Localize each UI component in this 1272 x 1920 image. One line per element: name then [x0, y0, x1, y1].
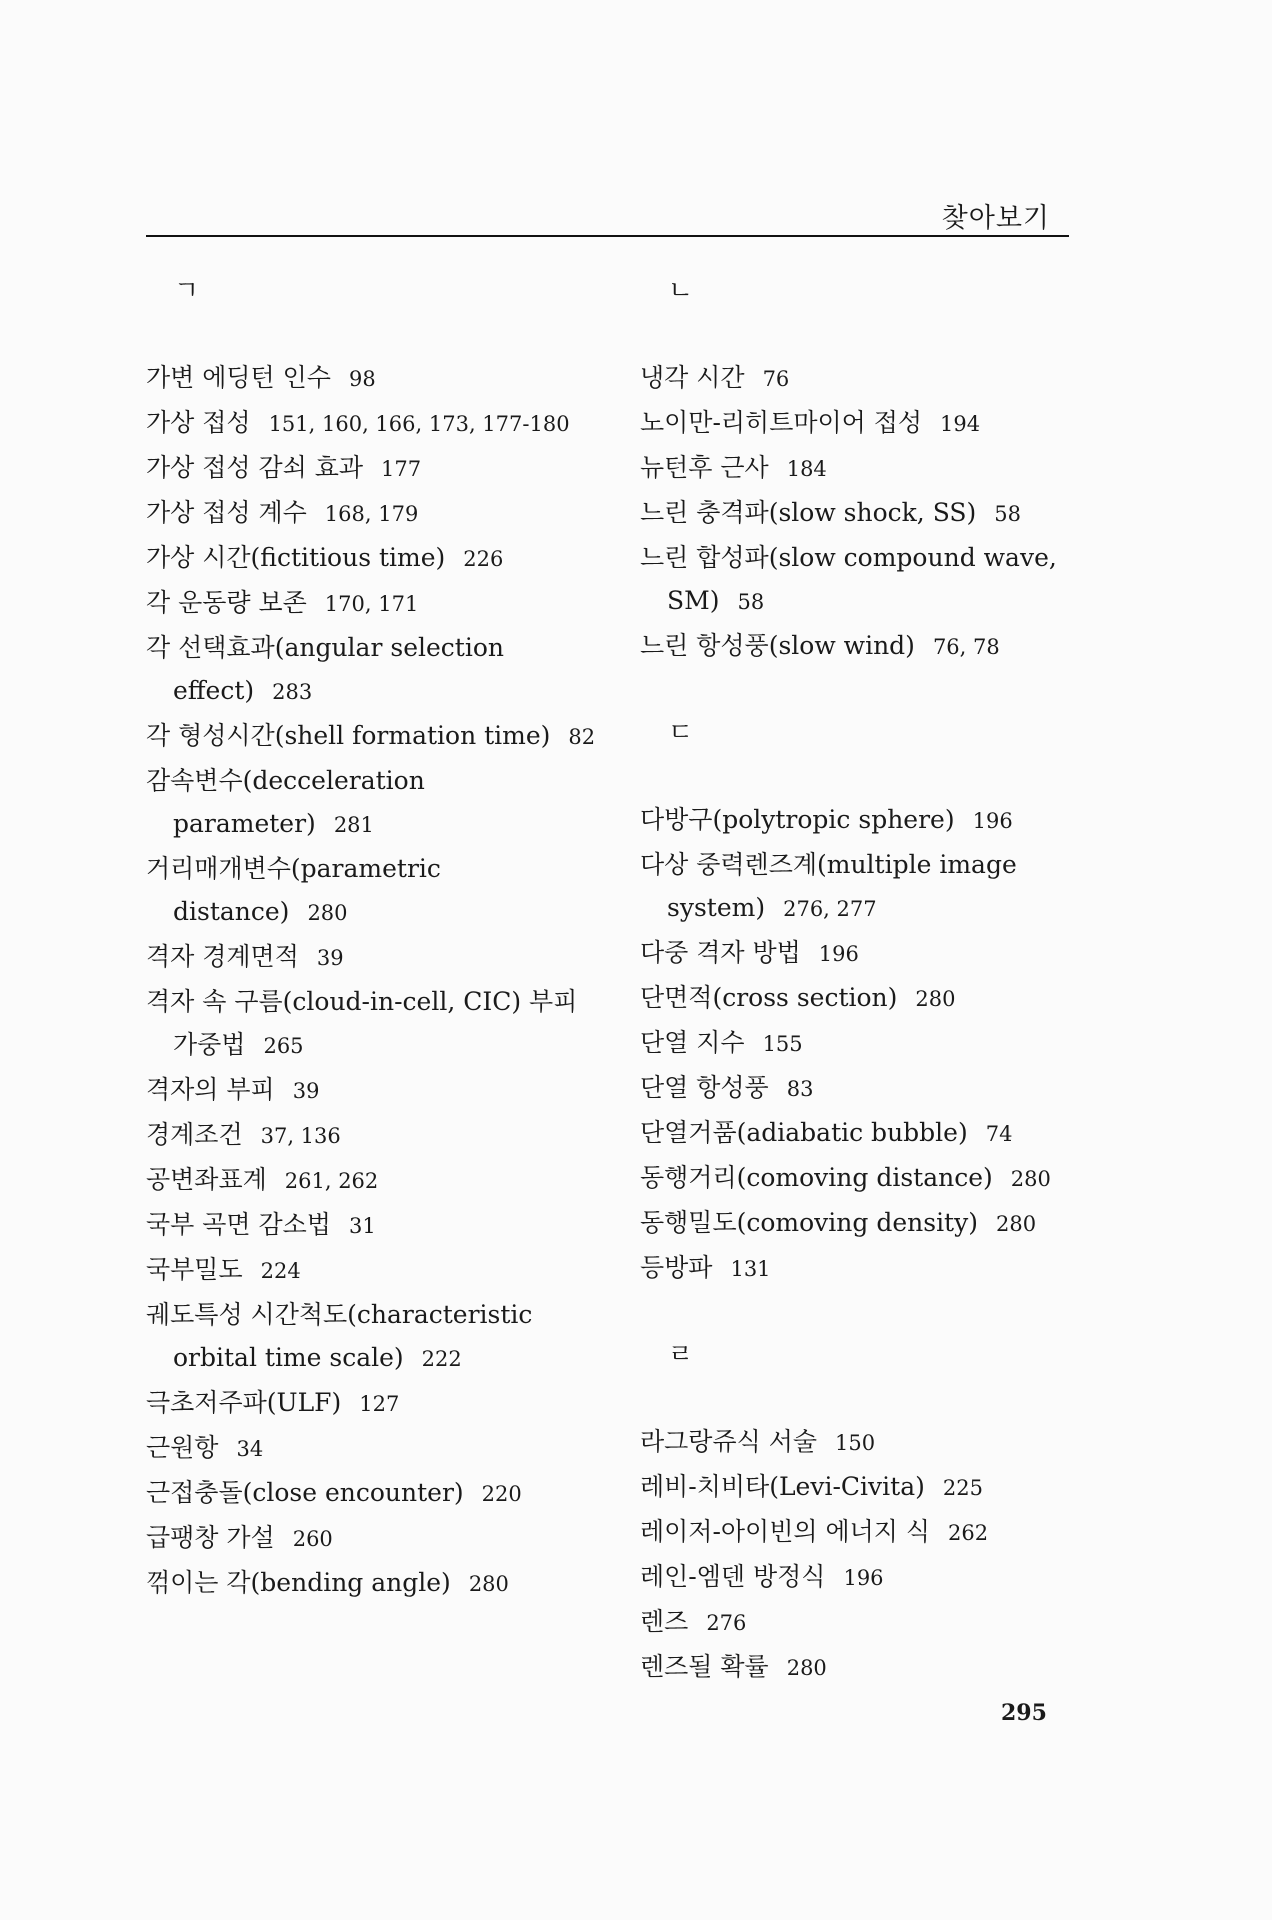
index-pages: 74	[985, 1122, 1013, 1146]
index-pages: 155	[762, 1032, 803, 1056]
index-term: 공변좌표계	[146, 1165, 267, 1194]
index-entry	[146, 356, 606, 401]
index-term: 격자 경계면적	[146, 942, 299, 971]
index-term: 다중 격자 방법	[640, 938, 801, 967]
index-entry	[146, 1561, 606, 1606]
index-term: 냉각 시간	[640, 363, 745, 392]
index-entry	[640, 798, 1100, 843]
index-term: 가상 접성 계수	[146, 498, 307, 527]
index-pages: 260	[292, 1527, 333, 1551]
index-entry	[146, 581, 606, 626]
index-pages: 224	[260, 1259, 301, 1283]
index-pages: 150	[835, 1431, 876, 1455]
index-entry	[146, 1068, 606, 1113]
index-entry	[640, 624, 1100, 669]
index-term: 라그랑쥬식 서술	[640, 1427, 817, 1456]
index-entry	[146, 1293, 606, 1381]
index-term: 레이저-아이빈의 에너지 식	[640, 1517, 930, 1546]
index-pages: 31	[348, 1214, 376, 1238]
index-entry	[640, 1465, 1100, 1510]
index-pages: 283	[272, 680, 313, 704]
section-letter: ㄷ	[668, 718, 694, 748]
index-entry	[146, 536, 606, 581]
index-pages: 76	[762, 367, 790, 391]
index-entry	[640, 1600, 1100, 1645]
index-term: 렌즈	[640, 1607, 689, 1636]
index-term: 국부밀도	[146, 1255, 243, 1284]
index-pages: 280	[468, 1572, 509, 1596]
index-entry	[146, 759, 606, 847]
index-pages: 220	[481, 1482, 522, 1506]
index-entry	[146, 446, 606, 491]
index-pages: 280	[995, 1212, 1037, 1236]
index-pages: 276, 277	[783, 897, 877, 921]
index-pages: 226	[463, 547, 504, 571]
index-pages: 280	[786, 1656, 827, 1680]
index-entry	[146, 1248, 606, 1293]
running-header: 찾아보기	[941, 203, 1050, 234]
index-term: 가상 시간(fictitious time)	[146, 543, 446, 572]
index-term: 단열 지수	[640, 1028, 745, 1057]
index-term: 격자 속 구름(cloud-in-cell, CIC) 부피 가중법	[146, 987, 578, 1059]
section-spacer	[640, 1291, 1100, 1334]
index-pages: 151, 160, 166, 173, 177-180	[268, 412, 570, 436]
index-entry	[640, 491, 1100, 536]
index-pages: 280	[915, 987, 956, 1011]
index-term: 레비-치비타(Levi-Civita)	[640, 1472, 925, 1501]
index-term: 단열거품(adiabatic bubble)	[640, 1118, 968, 1147]
index-term: 각 운동량 보존	[146, 588, 307, 617]
index-entry	[146, 1203, 606, 1248]
index-section	[146, 270, 606, 1606]
index-entry	[640, 1111, 1100, 1156]
index-pages: 83	[786, 1077, 814, 1101]
index-term: 각 선택효과(angular selection effect)	[146, 633, 504, 705]
section-spacer	[640, 669, 1100, 712]
index-entry	[146, 1113, 606, 1158]
page-number: 295	[1001, 1700, 1047, 1726]
index-term: 극초저주파(ULF)	[146, 1388, 342, 1417]
index-entry	[640, 843, 1100, 931]
index-entry	[640, 1246, 1100, 1291]
index-entry	[640, 1066, 1100, 1111]
index-term: 가상 접성 감쇠 효과	[146, 453, 364, 482]
index-term: 감속변수(decceleration parameter)	[146, 766, 425, 838]
index-entry	[640, 1201, 1100, 1246]
index-term: 느린 충격파(slow shock, SS)	[640, 498, 977, 527]
index-term: 가상 접성	[146, 408, 251, 437]
index-term: 격자의 부피	[146, 1075, 275, 1104]
index-term: 꺾이는 각(bending angle)	[146, 1568, 451, 1597]
index-term: 근접충돌(close encounter)	[146, 1478, 464, 1507]
index-pages: 39	[292, 1079, 320, 1103]
index-term: 가변 에딩턴 인수	[146, 363, 331, 392]
index-term: 각 형성시간(shell formation time)	[146, 721, 551, 750]
index-entry	[146, 935, 606, 980]
index-pages: 82	[568, 725, 596, 749]
index-pages: 196	[843, 1566, 884, 1590]
index-entry	[640, 356, 1100, 401]
index-entry	[640, 1645, 1100, 1690]
index-pages: 261, 262	[284, 1169, 379, 1193]
index-pages: 265	[263, 1034, 304, 1058]
index-pages: 196	[818, 942, 859, 966]
index-entry	[146, 1471, 606, 1516]
index-term: 거리매개변수(parametric distance)	[146, 854, 441, 926]
index-entry	[146, 847, 606, 935]
index-entry	[640, 1510, 1100, 1555]
index-pages: 127	[359, 1392, 400, 1416]
index-term: 뉴턴후 근사	[640, 453, 769, 482]
index-entry	[146, 1426, 606, 1471]
index-entry	[146, 1516, 606, 1561]
index-term: 근원항	[146, 1433, 219, 1462]
index-pages: 34	[236, 1437, 264, 1461]
index-entry	[146, 401, 606, 446]
index-pages: 39	[316, 946, 344, 970]
index-entry	[640, 1021, 1100, 1066]
index-entry	[146, 714, 606, 759]
index-pages: 276	[706, 1611, 747, 1635]
index-entry	[640, 1156, 1100, 1201]
index-entry	[640, 931, 1100, 976]
index-entry	[640, 401, 1100, 446]
index-pages: 225	[942, 1476, 983, 1500]
index-term: 국부 곡면 감소법	[146, 1210, 331, 1239]
index-entry	[146, 491, 606, 536]
index-pages: 280	[307, 901, 348, 925]
index-section	[640, 270, 1100, 669]
index-term: 렌즈될 확률	[640, 1652, 769, 1681]
index-entry	[640, 976, 1100, 1021]
index-entry	[640, 536, 1100, 624]
index-term: 레인-엠덴 방정식	[640, 1562, 826, 1591]
index-pages: 98	[348, 367, 376, 391]
index-pages: 222	[421, 1347, 462, 1371]
header-rule	[146, 235, 1069, 237]
index-entry	[146, 980, 606, 1068]
section-letter: ㄱ	[174, 276, 200, 306]
index-pages: 194	[940, 412, 981, 436]
index-entry	[146, 1381, 606, 1426]
index-term: 느린 합성파(slow compound wave, SM)	[640, 543, 1057, 615]
index-pages: 131	[730, 1257, 771, 1281]
index-term: 급팽창 가설	[146, 1523, 275, 1552]
index-term: 등방파	[640, 1253, 713, 1282]
index-term: 다상 중력렌즈계(multiple image system)	[640, 850, 1017, 922]
section-letter: ㄹ	[668, 1340, 694, 1370]
index-term: 궤도특성 시간척도(characteristic orbital time scale)	[146, 1300, 533, 1372]
section-letter: ㄴ	[668, 276, 694, 306]
index-term: 동행밀도(comoving density)	[640, 1208, 978, 1237]
index-pages: 170, 171	[324, 592, 419, 616]
index-pages: 280	[1010, 1167, 1051, 1191]
index-pages: 168, 179	[324, 502, 419, 526]
index-term: 단열 항성풍	[640, 1073, 769, 1102]
index-pages: 177	[381, 457, 422, 481]
index-pages: 76, 78	[932, 635, 1000, 659]
index-entry	[640, 1420, 1100, 1465]
index-pages: 196	[972, 809, 1013, 833]
index-entry	[640, 1555, 1100, 1600]
index-pages: 262	[948, 1521, 989, 1545]
index-term: 느린 항성풍(slow wind)	[640, 631, 915, 660]
index-pages: 37, 136	[260, 1124, 341, 1148]
index-pages: 281	[333, 813, 374, 837]
index-term: 다방구(polytropic sphere)	[640, 805, 955, 834]
index-term: 단면적(cross section)	[640, 983, 898, 1012]
index-section	[640, 1334, 1100, 1690]
index-pages: 58	[737, 590, 765, 614]
index-pages: 184	[786, 457, 827, 481]
index-entry	[640, 446, 1100, 491]
index-entry	[146, 1158, 606, 1203]
index-column-left	[146, 270, 606, 1606]
index-pages: 58	[994, 502, 1021, 526]
index-term: 동행거리(comoving distance)	[640, 1163, 993, 1192]
index-term: 경계조건	[146, 1120, 243, 1149]
index-section	[640, 712, 1100, 1291]
index-entry	[146, 626, 606, 714]
index-column-right	[640, 270, 1100, 1690]
index-term: 노이만-리히트마이어 접성	[640, 408, 923, 437]
